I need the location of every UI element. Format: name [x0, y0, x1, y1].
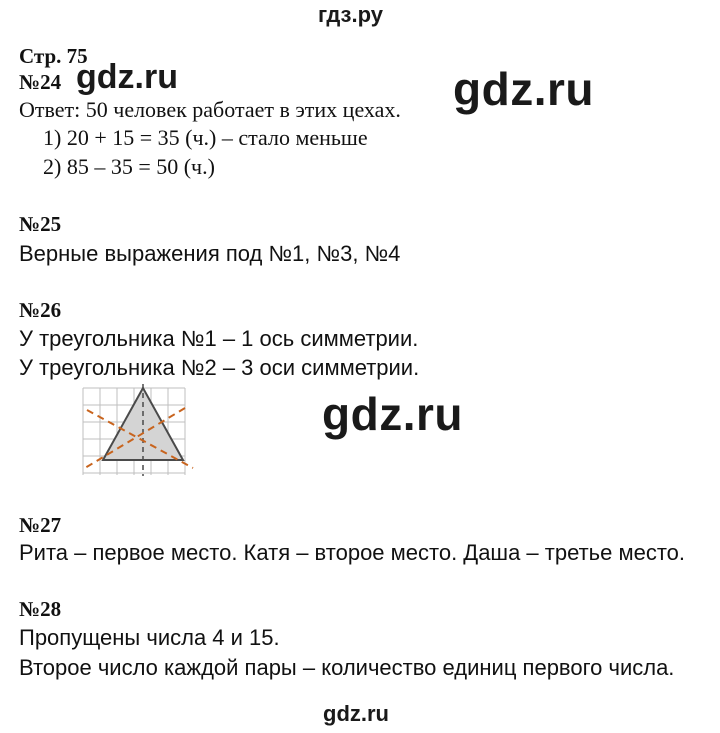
task26-number: №26: [19, 298, 62, 322]
inline-watermark: gdz.ru: [76, 58, 178, 96]
task26-line-2: У треугольника №2 – 3 оси симметрии.: [19, 355, 420, 380]
task27-text: Рита – первое место. Катя – второе место. Даша – третье место.: [19, 540, 686, 565]
task24-number: №24: [19, 70, 62, 94]
large-right-watermark: gdz.ru: [453, 63, 594, 115]
task27-number: №27: [19, 513, 62, 537]
task24-step-1: 1) 20 + 15 = 35 (ч.) – стало меньше: [43, 125, 368, 150]
page-label: Стр. 75: [19, 44, 88, 68]
task28-line-1: Пропущены числа 4 и 15.: [19, 625, 280, 650]
center-watermark: gdz.ru: [322, 388, 463, 440]
bottom-watermark: gdz.ru: [323, 701, 389, 726]
triangle-symmetry-figure: [75, 380, 205, 485]
task28-line-2: Второе число каждой пары – количество единиц первого числа.: [19, 655, 675, 680]
task25-number: №25: [19, 212, 62, 236]
task24-answer: Ответ: 50 человек работает в этих цехах.: [19, 97, 401, 122]
task26-line-1: У треугольника №1 – 1 ось симметрии.: [19, 326, 419, 351]
top-watermark: гдз.ру: [318, 2, 383, 27]
task24-step-2: 2) 85 – 35 = 50 (ч.): [43, 154, 215, 179]
task28-number: №28: [19, 597, 62, 621]
task25-text: Верные выражения под №1, №3, №4: [19, 241, 401, 266]
